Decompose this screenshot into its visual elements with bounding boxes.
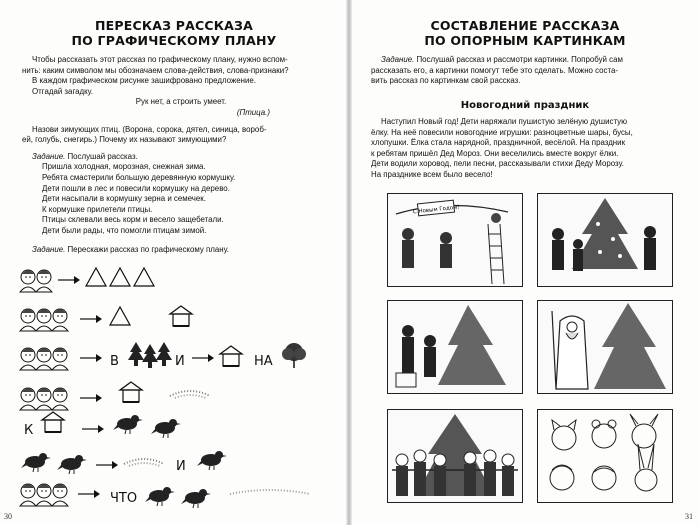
right-task-line3: вить рассказ по картинкам свой рассказ.: [371, 76, 521, 86]
story-line: Птицы склевали весь корм и весело защебетали.: [42, 215, 224, 225]
task1-text: Послушай рассказ.: [65, 151, 138, 161]
plan-row-5: [24, 412, 181, 438]
intro-line-1: Чтобы рассказать этот рассказ по графическому плану, нужно вспом-: [32, 55, 288, 64]
intro-line-2: нить: каким символом мы обозначаем слова-действия, слова-признаки?: [22, 65, 289, 75]
riddle-text: Рук нет, а строить умеет.: [135, 97, 227, 107]
plan-row-3: [20, 342, 306, 370]
story-line: Дети насыпали в кормушку зерна и семечек.: [42, 194, 206, 204]
right-title-line1: СОСТАВЛЕНИЕ РАССКАЗА: [430, 18, 620, 33]
picture-panel-6: [537, 409, 673, 503]
left-title-line1: ПЕРЕСКАЗ РАССКАЗА: [94, 18, 254, 33]
right-task-text: Послушай рассказ и рассмотри картинки. Попробуй сам: [414, 55, 623, 64]
plan-row-2: [20, 306, 192, 331]
plan-word-na: НА: [254, 354, 273, 369]
task2-label: Задание.: [32, 244, 66, 254]
right-page-title: [351, 18, 699, 48]
right-task: [371, 55, 691, 87]
right-story: [371, 117, 693, 181]
right-task-line2: рассказать его, а картинки помогут тебе это сделать. Можно соста-: [371, 65, 619, 75]
plan-row-1: [20, 268, 154, 292]
right-task-label: Задание.: [381, 55, 415, 64]
plan-word-k: К: [24, 423, 34, 438]
plan-row-7: [20, 484, 310, 508]
story-lines: [22, 162, 340, 236]
left-page-title: [0, 18, 348, 48]
picture-panel-1: [387, 193, 523, 287]
birds-line-1: Назови зимующих птиц. (Ворона, сорока, дятел, синица, вороб-: [32, 124, 267, 134]
graphic-plan: [0, 262, 348, 514]
right-task-line1: [371, 55, 691, 66]
left-title-line2: ПО ГРАФИЧЕСКОМУ ПЛАНУ: [71, 33, 277, 48]
page-number-left: 30: [4, 512, 12, 521]
picture-panel-2: [537, 193, 673, 287]
plan-word-i2: И: [176, 459, 186, 474]
task1-label: Задание.: [32, 151, 66, 161]
story-line: К кормушке прилетели птицы.: [42, 204, 153, 214]
picture-panel-4: [537, 300, 673, 394]
right-story-line: к ребятам пришёл Дед Мороз. Они веселились вместе вокруг ёлки.: [371, 148, 619, 158]
story-line: Пришла холодная, морозная, снежная зима.: [42, 162, 206, 172]
right-story-line: Дети водили хоровод, пели песни, рассказывали стихи Деду Морозу.: [371, 159, 624, 169]
plan-row-4: [20, 382, 210, 410]
left-page: [0, 0, 348, 525]
plan-word-v: В: [110, 354, 119, 369]
right-story-line: хлопушки. Ёлка стала нарядной, праздничной, весёлой. На праздник: [371, 138, 626, 148]
picture-panel-3: [387, 300, 523, 394]
intro-line-4: Отгадай загадку.: [32, 86, 94, 96]
right-title-line2: ПО ОПОРНЫМ КАРТИНКАМ: [424, 33, 626, 48]
intro-line-3: В каждом графическом рисунке зашифровано предложение.: [32, 76, 256, 86]
birds-line-2: ей, голубь, снегирь.) Почему их называют зимующими?: [22, 135, 227, 145]
task2-text: Перескажи рассказ по графическому плану.: [65, 244, 229, 254]
story-subtitle: Новогодний праздник: [460, 100, 590, 111]
riddle-answer: (Птица.): [236, 107, 270, 117]
story-line: Ребята смастерили большую деревянную кормушку.: [42, 172, 236, 182]
right-story-line: ёлку. На неё повесили новогодние игрушки: разноцветные шары, бусы,: [371, 127, 633, 137]
picture-panel-5: [387, 409, 523, 503]
task2: [22, 245, 340, 256]
plan-row-6: [21, 451, 227, 474]
plan-word-i: И: [175, 354, 185, 369]
page-number-right: 31: [685, 512, 693, 521]
plan-word-chto: ЧТО: [110, 491, 138, 506]
right-story-line: Наступил Новый год! Дети наряжали пушистую зелёную душистую: [381, 117, 628, 126]
new-year-banner: С Новым Годом!: [412, 204, 460, 216]
story-line: Дети были рады, что помогли птицам зимой.: [42, 225, 207, 235]
task1: [22, 152, 340, 163]
story-line: Дети пошли в лес и повесили кормушку на дерево.: [42, 183, 230, 193]
right-story-line: На празднике всем было весело!: [371, 169, 493, 179]
right-page: [351, 0, 699, 525]
left-intro: [22, 55, 340, 255]
